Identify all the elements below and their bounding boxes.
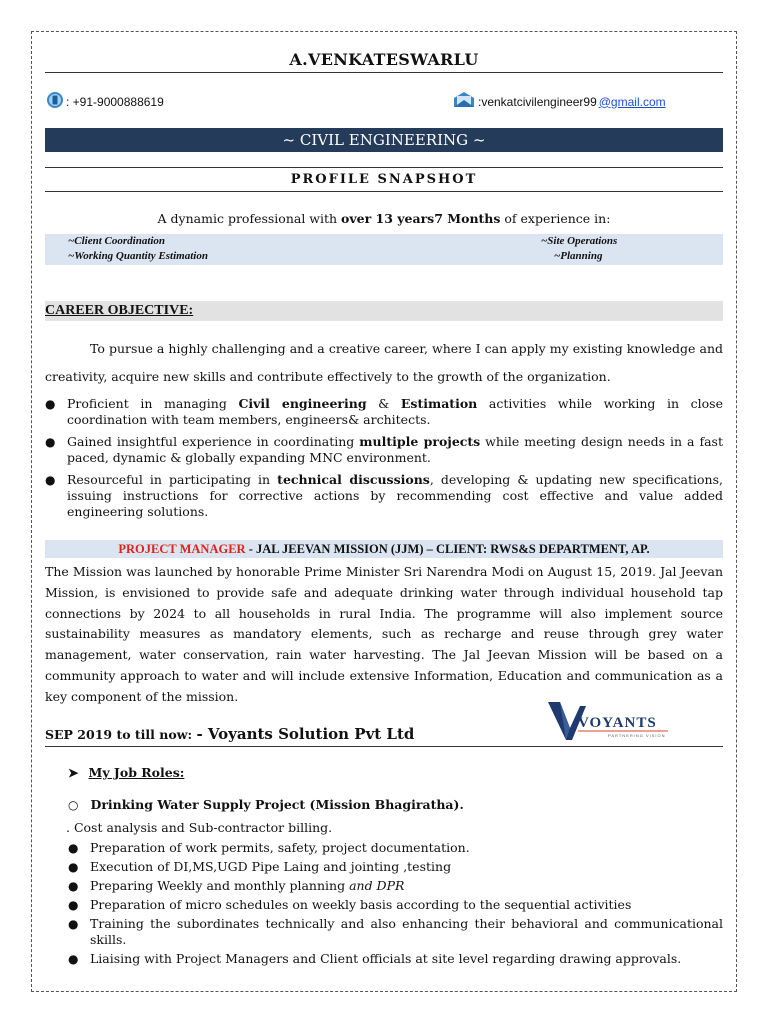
duty-list (68, 840, 723, 970)
circle-bullet-icon: ○ (68, 797, 79, 812)
career-objective-heading (45, 301, 723, 321)
arrow-icon: ➤ (68, 765, 79, 780)
bullet-icon: ● (45, 397, 56, 411)
list-item (45, 472, 723, 520)
snapshot-bottom-rule (45, 191, 723, 192)
project-title: - JAL JEEVAN MISSION (JJM) – CLIENT: RWS&S DEPARTMENT, AP. (245, 542, 650, 556)
bullet-text: Gained insightful experience in coordinating multiple projects while meeting design needs in a fast paced, dynamic & globally expanding MNC environment. (67, 434, 723, 465)
email-line (452, 91, 666, 112)
project-name: Drinking Water Supply Project (Mission Bhagiratha). (90, 797, 464, 812)
list-item (68, 897, 723, 913)
email-prefix: :venkatcivilengineer99 (478, 94, 597, 109)
skill-item: ~Planning (554, 250, 603, 262)
list-item (68, 878, 723, 894)
cost-line: . Cost analysis and Sub-contractor billing. (66, 820, 333, 835)
duty-text: Preparation of work permits, safety, project documentation. (90, 840, 470, 855)
bullet-icon: ● (68, 841, 79, 855)
logo-tagline: PARTNERING VISION (608, 733, 666, 738)
project-name-line (68, 797, 464, 812)
project-role: PROJECT MANAGER (118, 542, 246, 556)
candidate-name: A.VENKATESWARLU (289, 50, 479, 69)
voyants-logo (546, 700, 676, 742)
snapshot-top-rule (45, 167, 723, 168)
title-band: ~ CIVIL ENGINEERING ~ (45, 128, 723, 152)
bullet-text: Proficient in managing Civil engineering & Estimation activities while working in close coordination with team members, engineers& architects. (67, 396, 723, 427)
employment-period: SEP 2019 to till now: (45, 727, 197, 742)
profile-intro (45, 211, 723, 226)
duty-text: Preparation of micro schedules on weekly basis according to the sequential activities (90, 897, 632, 912)
bullet-icon: ● (68, 860, 79, 874)
bullet-icon: ● (68, 898, 79, 912)
list-item (68, 916, 723, 948)
list-item (68, 840, 723, 856)
phone-icon (46, 91, 64, 112)
logo-wordmark: VOYANTS (578, 715, 657, 731)
duty-text: Execution of DI,MS,UGD Pipe Laing and jointing ,testing (90, 859, 452, 874)
career-bullets (45, 396, 723, 520)
job-roles-label: My Job Roles: (88, 765, 185, 780)
bullet-icon: ● (68, 952, 79, 966)
career-objective-text: To pursue a highly challenging and a creative career, where I can apply my existing knowledge and creativity, acquire new skills and contribute effectively to the growth of the organization. (45, 341, 723, 384)
intro-text-end: of experience in: (500, 211, 611, 226)
bullet-icon: ● (68, 917, 79, 931)
phone-line (46, 91, 164, 112)
list-item (45, 396, 723, 428)
duty-text: Training the subordinates technically and also enhancing their behavioral and communicational skills. (90, 916, 723, 947)
skill-item: ~Working Quantity Estimation (68, 250, 208, 262)
list-item (68, 951, 723, 967)
bullet-icon: ● (68, 879, 79, 893)
duty-text: Liaising with Project Managers and Client officials at site level regarding drawing approvals. (90, 951, 682, 966)
skill-item: ~Client Coordination (68, 235, 166, 247)
email-link[interactable]: @gmail.com (598, 94, 666, 109)
bullet-icon: ● (45, 473, 56, 487)
list-item (45, 434, 723, 466)
employment-period-line (45, 725, 414, 743)
phone-number: : +91-9000888619 (66, 94, 164, 109)
job-roles-heading (68, 765, 184, 780)
bullet-icon: ● (45, 435, 56, 449)
list-item (68, 859, 723, 875)
intro-text: A dynamic professional with (157, 211, 342, 226)
profile-heading: PROFILE SNAPSHOT (290, 172, 478, 187)
bullet-text: Resourceful in participating in technical discussions, developing & updating new specifications, issuing instructions for corrective actions by recommending cost effective and value added engineering solutions. (67, 472, 723, 519)
project-description: The Mission was launched by honorable Prime Minister Sri Narendra Modi on August 15, 2019. Jal Jeevan Mission, is envisioned to provide safe and adequate drinking water through individual household tap connections by 2024 to all households in rural India. The programme will also implement source sustainability measures as mandatory elements, such as recharge and reuse through grey water management, water conservation, rain water harvesting. The Jal Jeevan Mission will be based on a community approach to water and will include extensive Information, Education and communication as a key component of the mission. (45, 564, 723, 704)
employment-rule (45, 746, 723, 747)
career-heading-text: CAREER OBJECTIVE (45, 303, 189, 318)
name-underline (45, 72, 723, 73)
skills-band (45, 234, 723, 265)
email-icon (452, 91, 476, 112)
skill-item: ~Site Operations (541, 235, 618, 247)
employer-name: - Voyants Solution Pvt Ltd (196, 725, 415, 743)
duty-text: Preparing Weekly and monthly planning and DPR (90, 878, 405, 893)
intro-years: over 13 years7 Months (341, 211, 501, 226)
career-heading-colon: : (188, 303, 194, 318)
project-title-band (45, 540, 723, 558)
